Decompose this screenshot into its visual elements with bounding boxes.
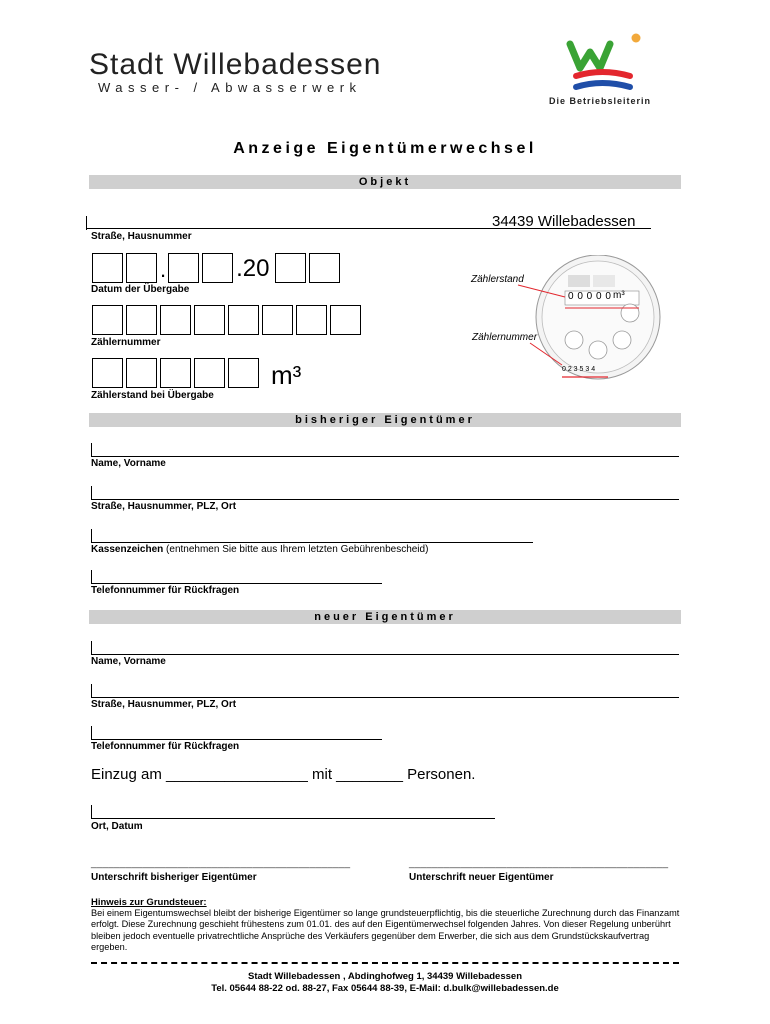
account-label <box>91 544 428 555</box>
new-name-field[interactable] <box>91 654 679 655</box>
meter-reading-box[interactable] <box>194 358 225 388</box>
previous-address-label: Straße, Hausnummer, PLZ, Ort <box>91 501 237 512</box>
location-value: 34439 Willebadessen <box>492 213 636 230</box>
new-phone-label: Telefonnummer für Rückfragen <box>91 741 240 752</box>
meter-display-digits: 0 0 0 0 0 <box>568 291 612 302</box>
meter-number-box[interactable] <box>92 305 123 335</box>
meter-number-box[interactable] <box>228 305 259 335</box>
date-separator: . <box>160 257 167 282</box>
place-date-label: Ort, Datum <box>91 821 143 832</box>
meter-number-box[interactable] <box>262 305 293 335</box>
date-label: Datum der Übergabe <box>91 284 190 295</box>
footer-address: Stadt Willebadessen , Abdinghofweg 1, 34439 Willebadessen <box>248 971 522 982</box>
meter-number-box[interactable] <box>296 305 327 335</box>
new-address-field[interactable] <box>91 697 679 698</box>
signature-previous-line[interactable]: _____________________________________________ <box>91 858 351 869</box>
meter-reading-box[interactable] <box>92 358 123 388</box>
logo-icon <box>566 32 646 94</box>
signature-new-line[interactable]: _____________________________________________ <box>409 858 669 869</box>
day-box-2[interactable] <box>126 253 157 283</box>
meter-reading-unit: m³ <box>271 360 302 390</box>
field-tick <box>91 529 92 543</box>
field-tick <box>91 726 92 740</box>
account-note: (entnehmen Sie bitte aus Ihrem letzten Gebührenbescheid) <box>166 544 429 555</box>
year-box-1[interactable] <box>275 253 306 283</box>
section-new-owner: neuer Eigentümer <box>89 610 681 624</box>
month-box-2[interactable] <box>202 253 233 283</box>
field-tick <box>91 443 92 457</box>
footer-contact: Tel. 05644 88-22 od. 88-27, Fax 05644 88-39, E-Mail: d.bulk@willebadessen.de <box>211 983 559 994</box>
field-tick <box>91 641 92 655</box>
previous-name-label: Name, Vorname <box>91 458 166 469</box>
month-box-1[interactable] <box>168 253 199 283</box>
meter-number-pointer-label: Zählernummer <box>472 332 538 343</box>
org-name: Stadt Willebadessen <box>89 48 382 81</box>
form-title: Anzeige Eigentümerwechsel <box>233 140 537 157</box>
street-label: Straße, Hausnummer <box>91 231 192 242</box>
previous-phone-field[interactable] <box>91 583 382 584</box>
meter-number-box[interactable] <box>194 305 225 335</box>
date-boxes <box>92 253 343 283</box>
field-tick <box>91 570 92 584</box>
year-box-2[interactable] <box>309 253 340 283</box>
new-phone-field[interactable] <box>91 739 382 740</box>
field-tick <box>91 805 92 819</box>
section-previous-owner: bisheriger Eigentümer <box>89 413 681 427</box>
place-date-field[interactable] <box>91 818 495 819</box>
meter-reading-label: Zählerstand bei Übergabe <box>91 390 214 401</box>
meter-reading-boxes <box>92 358 262 388</box>
meter-reading-box[interactable] <box>228 358 259 388</box>
meter-reading-box[interactable] <box>126 358 157 388</box>
meter-number-label: Zählernummer <box>91 337 161 348</box>
new-address-label: Straße, Hausnummer, PLZ, Ort <box>91 699 237 710</box>
account-field[interactable] <box>91 542 533 543</box>
previous-phone-label: Telefonnummer für Rückfragen <box>91 585 240 596</box>
meter-serial: 0 2 3 5 3 4 <box>562 366 596 373</box>
logo-caption: Die Betriebsleiterin <box>549 96 652 106</box>
field-tick <box>91 684 92 698</box>
org-subtitle: Wasser- / Abwasserwerk <box>98 80 362 95</box>
meter-number-box[interactable] <box>160 305 191 335</box>
move-in-line[interactable]: Einzug am _________________ mit ________ Personen. <box>91 766 476 783</box>
signature-previous-label: Unterschrift bisheriger Eigentümer <box>91 872 257 883</box>
previous-name-field[interactable] <box>91 456 679 457</box>
footer-divider <box>91 962 679 964</box>
notice-text: Bei einem Eigentumswechsel bleibt der bisherige Eigentümer so lange grundsteuerpflichtig, bis die steuerliche Zurechnung durch das Finanzamt erfolgt. Diese Zurechnung geschieht frühestens zum 01.01. des auf den Eigentümerwechsel folgenden Jahres. Von dieser Regelung unberührt bleiben jedoch eventuelle privatrechtliche Ansprüche des Verkäufers gegenüber dem Erwerber, die sich aus dem Grundstückskaufvertrag ergeben. <box>91 908 680 952</box>
previous-address-field[interactable] <box>91 499 679 500</box>
account-label-text: Kassenzeichen <box>91 544 164 555</box>
day-box-1[interactable] <box>92 253 123 283</box>
section-objekt: Objekt <box>89 175 681 189</box>
date-year-prefix: .20 <box>236 255 270 282</box>
meter-number-box[interactable] <box>330 305 361 335</box>
meter-reading-box[interactable] <box>160 358 191 388</box>
field-tick <box>91 486 92 500</box>
notice-title: Hinweis zur Grundsteuer: <box>91 897 207 908</box>
meter-number-box[interactable] <box>126 305 157 335</box>
meter-reading-pointer-label: Zählerstand <box>471 274 524 285</box>
new-name-label: Name, Vorname <box>91 656 166 667</box>
meter-display-unit: m³ <box>613 290 625 301</box>
meter-number-boxes <box>92 305 364 335</box>
signature-new-label: Unterschrift neuer Eigentümer <box>409 872 554 883</box>
